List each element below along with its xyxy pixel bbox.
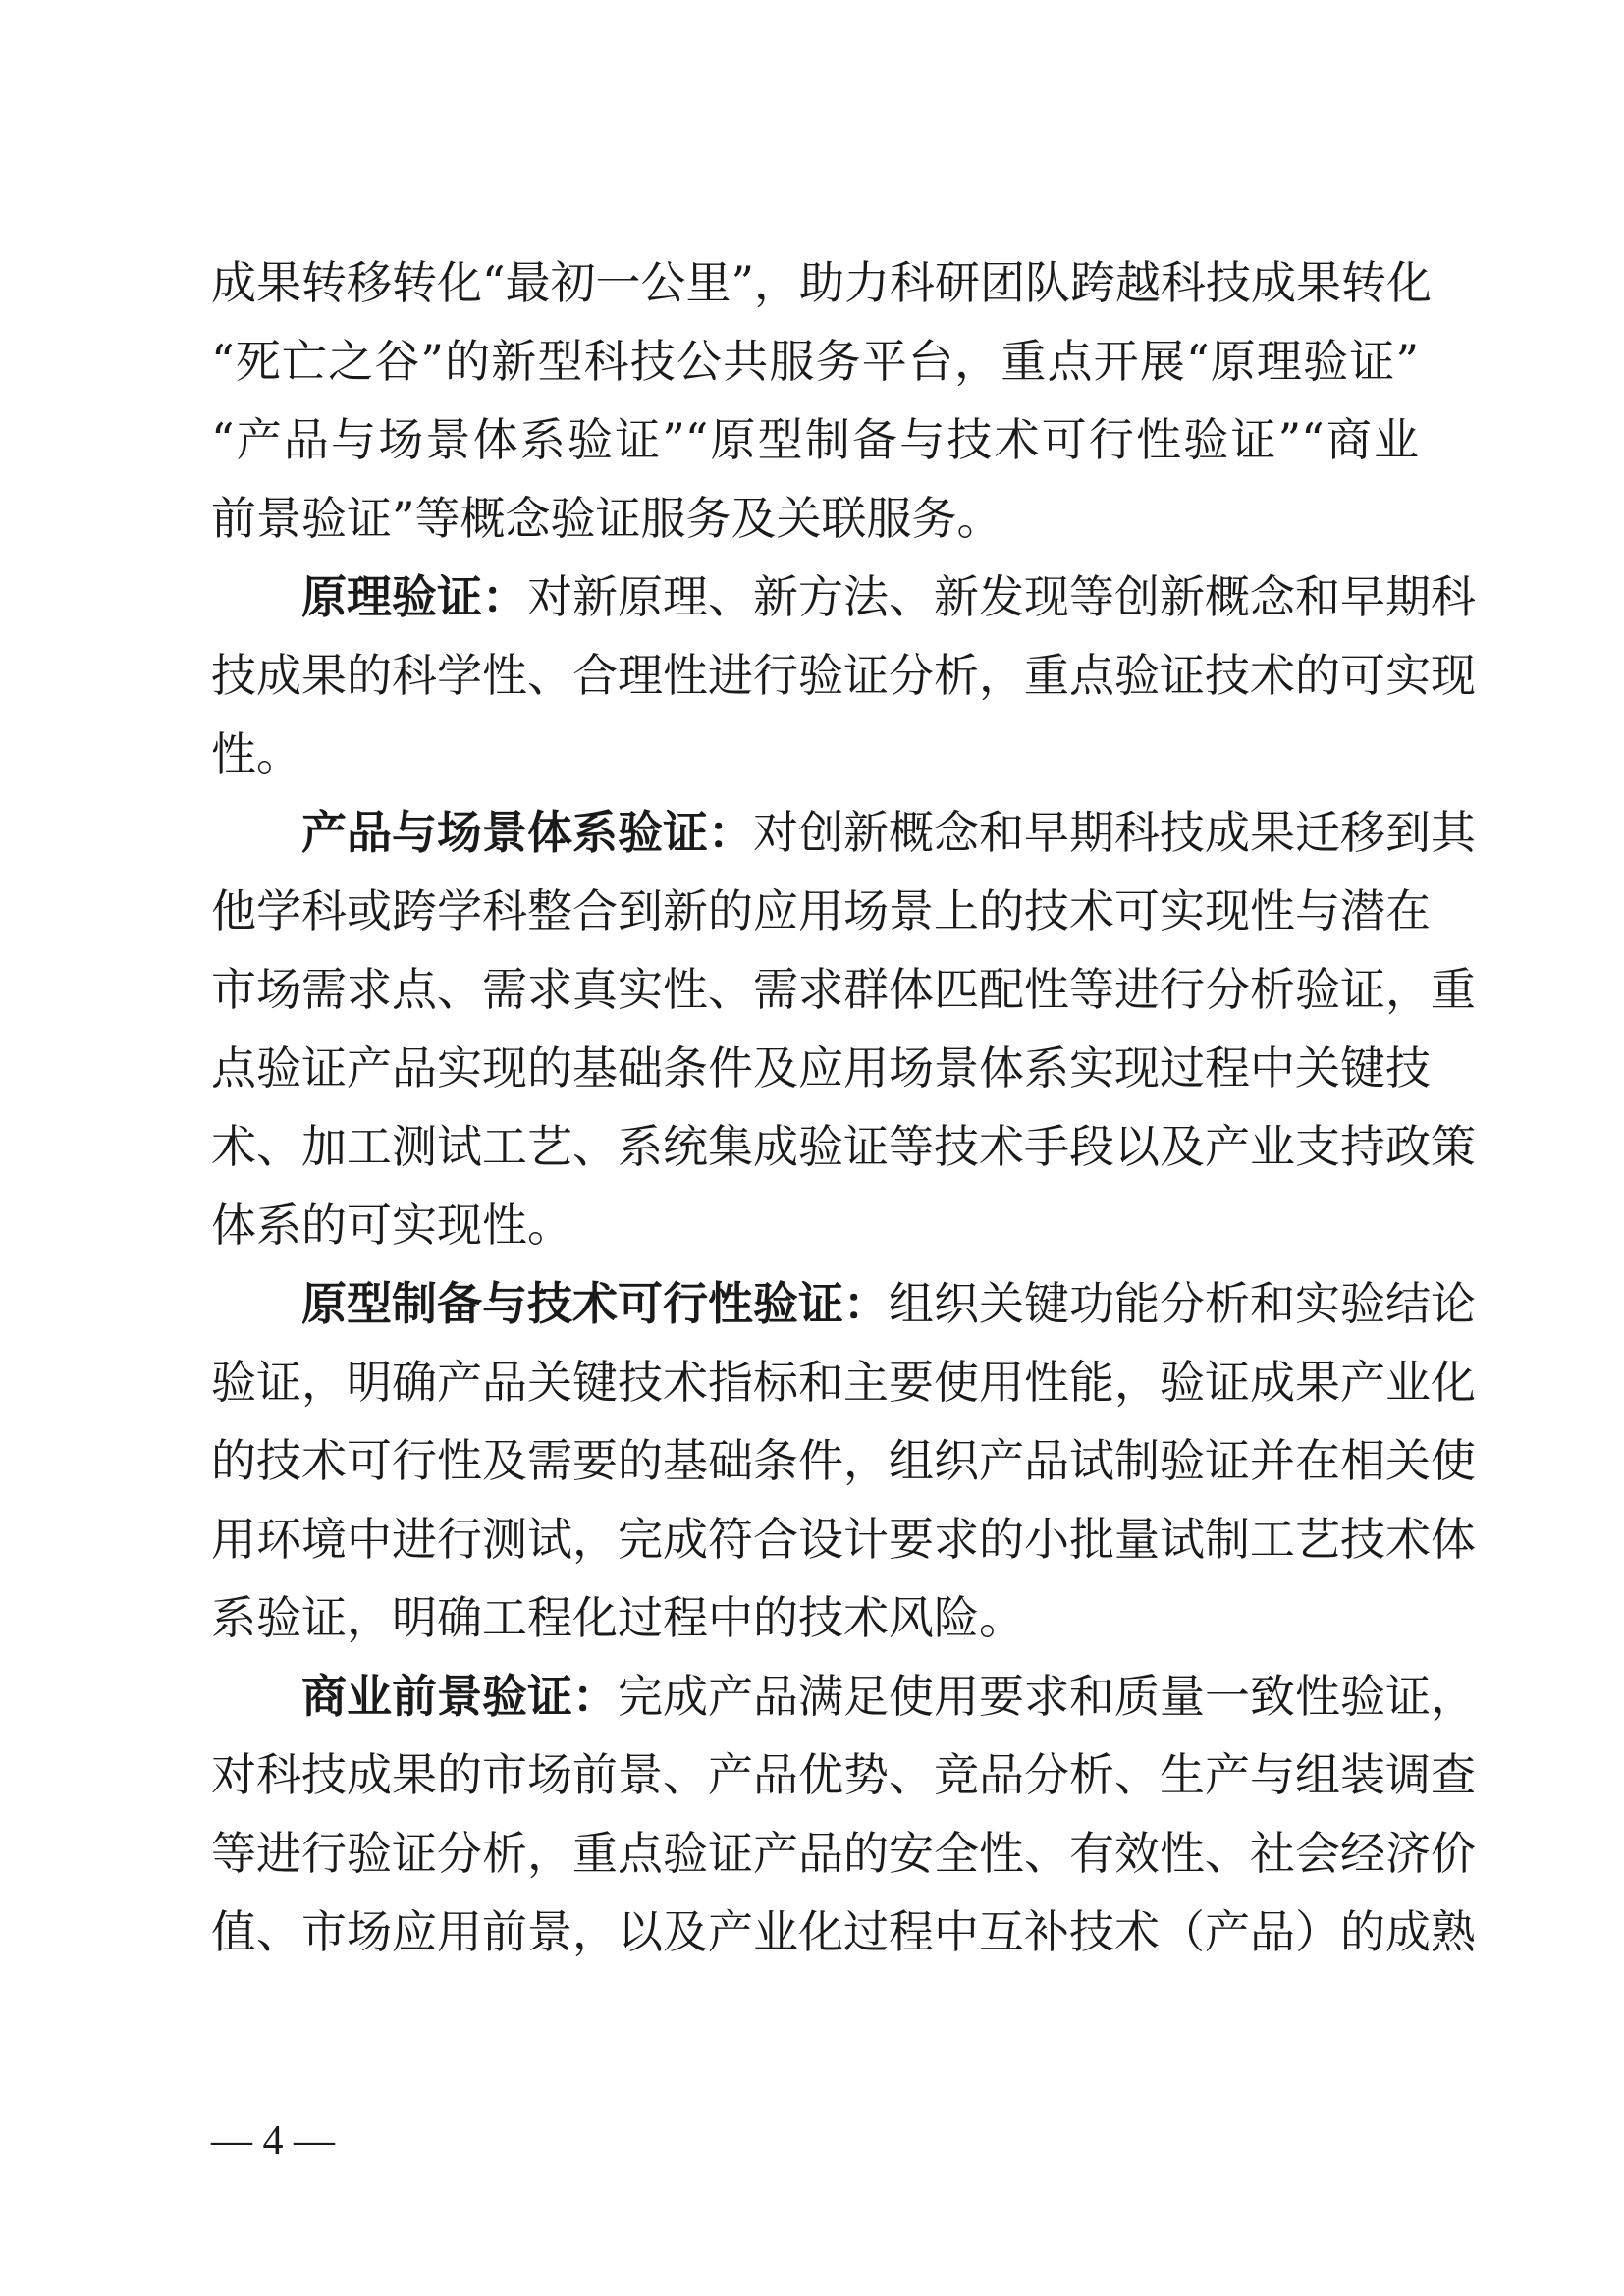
text-line: “产品与场景体系验证”“原型制备与技术可行性验证”“商业 [211, 413, 1419, 466]
text-line: 前景验证”等概念验证服务及关联服务。 [211, 492, 1002, 545]
paragraph-principle-verification [211, 558, 1476, 793]
text-line: 成果转移转化“最初一公里”，助力科研团队跨越科技成果转化 [211, 256, 1433, 309]
text-line: 的技术可行性及需要的基础条件，组织产品试制验证并在相关使 [211, 1434, 1476, 1487]
text-run: 组织关键功能分析和实验结论 [889, 1277, 1476, 1330]
term-heading: 产品与场景体系验证： [301, 806, 753, 859]
paragraph-business-prospect-verification [211, 1657, 1476, 1971]
term-heading: 原型制备与技术可行性验证： [301, 1277, 889, 1330]
text-line: 值、市场应用前景，以及产业化过程中互补技术（产品）的成熟 [211, 1905, 1476, 1958]
text-run: 对创新概念和早期科技成果迁移到其 [753, 806, 1476, 859]
text-line: “死亡之谷”的新型科技公共服务平台，重点开展“原理验证” [211, 335, 1419, 388]
text-line: 点验证产品实现的基础条件及应用场景体系实现过程中关键技 [211, 1041, 1431, 1095]
text-line [211, 558, 1476, 636]
text-run: 对新原理、新方法、新发现等创新概念和早期科 [527, 570, 1476, 623]
document-body [211, 243, 1476, 1971]
text-run: 完成产品满足使用要求和质量一致性验证， [618, 1670, 1476, 1723]
text-line: 术、加工测试工艺、系统集成验证等技术手段以及产业支持政策 [211, 1120, 1476, 1173]
paragraph [211, 243, 1433, 558]
text-line: 他学科或跨学科整合到新的应用场景上的技术可实现性与潜在 [211, 884, 1431, 937]
paragraph-product-scenario-verification [211, 793, 1476, 1264]
text-line: 系验证，明确工程化过程中的技术风险。 [211, 1591, 1024, 1644]
text-line: 技成果的科学性、合理性进行验证分析，重点验证技术的可实现 [211, 649, 1476, 702]
text-line [211, 1264, 1476, 1343]
text-line [211, 793, 1476, 872]
text-line: 性。 [211, 727, 301, 780]
text-line [211, 1657, 1476, 1735]
text-line: 用环境中进行测试，完成符合设计要求的小批量试制工艺技术体 [211, 1513, 1476, 1566]
paragraph-prototype-feasibility-verification [211, 1264, 1476, 1657]
term-heading: 商业前景验证： [301, 1670, 618, 1723]
text-line: 对科技成果的市场前景、产品优势、竞品分析、生产与组装调查 [211, 1748, 1476, 1801]
text-line: 市场需求点、需求真实性、需求群体匹配性等进行分析验证，重 [211, 963, 1476, 1016]
text-line: 等进行验证分析，重点验证产品的安全性、有效性、社会经济价 [211, 1827, 1476, 1880]
text-line: 验证，明确产品关键技术指标和主要使用性能，验证成果产业化 [211, 1356, 1476, 1409]
term-heading: 原理验证： [301, 570, 527, 623]
page-number: — 4 — [211, 2118, 335, 2163]
text-line: 体系的可实现性。 [211, 1199, 572, 1252]
